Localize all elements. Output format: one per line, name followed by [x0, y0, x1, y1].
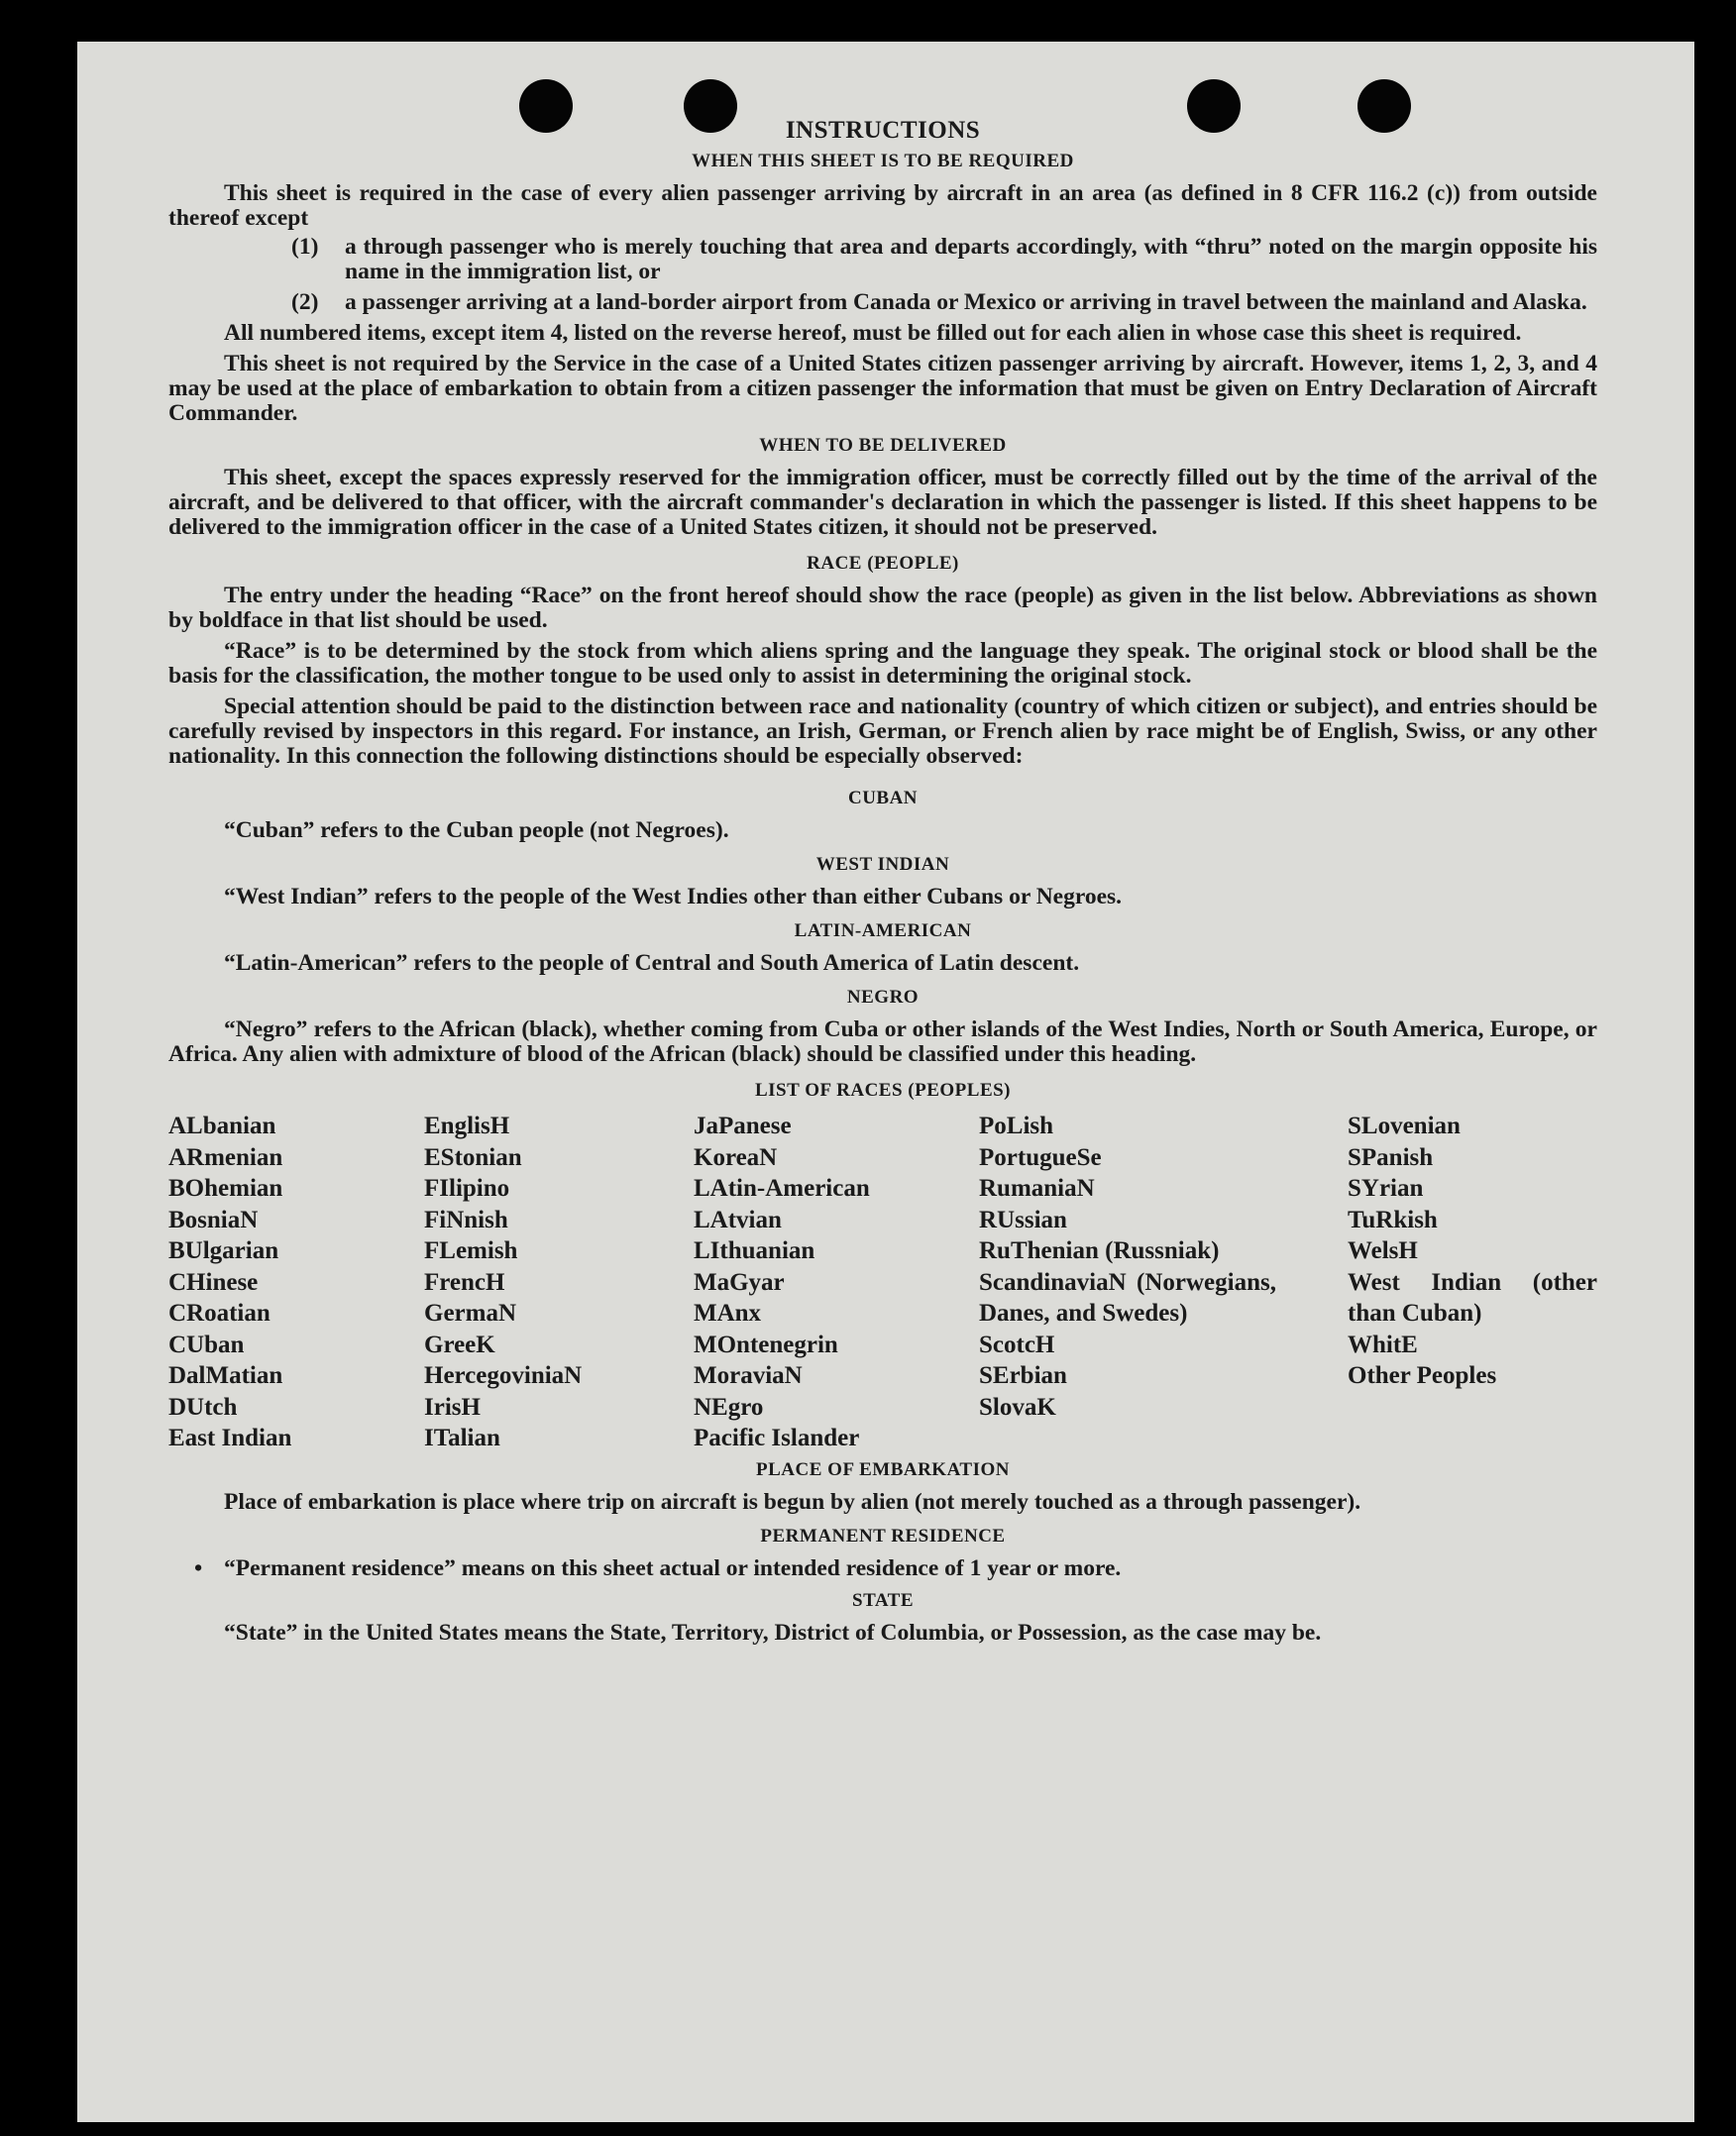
- races-list: [168, 1111, 1597, 1454]
- race-item: LIthuanian: [694, 1237, 815, 1264]
- exception-item-2: [168, 290, 1597, 315]
- race-item: SLovenian: [1348, 1113, 1461, 1139]
- definition-state: “State” in the United States means the State, Territory, District of Columbia, or Possession, as the case may be.: [224, 1619, 1322, 1646]
- heading-when-required: WHEN THIS SHEET IS TO BE REQUIRED: [692, 151, 1074, 171]
- race-item: BUlgarian: [168, 1237, 279, 1264]
- race-item: GermaN: [424, 1300, 517, 1327]
- heading-west-indian: WEST INDIAN: [815, 854, 950, 875]
- heading-negro: NEGRO: [846, 987, 920, 1008]
- paragraph-race-1: The entry under the heading “Race” on the front hereof should show the race (people) as given in the list below. Abbreviations as shown by boldface in that list should be used.: [168, 583, 1597, 633]
- race-item: LAtvian: [694, 1206, 782, 1233]
- heading-when-delivered: WHEN TO BE DELIVERED: [759, 435, 1007, 456]
- race-item: Pacific Islander: [694, 1425, 860, 1451]
- races-column-1: [168, 1111, 424, 1454]
- races-column-3: [694, 1111, 979, 1454]
- race-item: EnglisH: [424, 1113, 510, 1139]
- race-item: BosniaN: [168, 1206, 259, 1233]
- race-item: PoLish: [979, 1113, 1054, 1139]
- race-item-scandinavian: ScandinaviaN (Norwegians, Danes, and Swedes): [979, 1268, 1276, 1327]
- race-item-west-indian: West Indian (other than Cuban): [1348, 1268, 1597, 1327]
- definition-negro: “Negro” refers to the African (black), whether coming from Cuba or other islands of the West Indies, North or South America, Europe, or Africa. Any alien with admixture of blood of the African (black) should be classified under this heading.: [168, 1016, 1597, 1067]
- exception-number: (2): [291, 289, 319, 315]
- race-item: PortugueSe: [979, 1143, 1102, 1171]
- page-title: INSTRUCTIONS: [785, 117, 981, 144]
- race-item: Other Peoples: [1348, 1362, 1497, 1389]
- race-item: ALbanian: [168, 1113, 276, 1139]
- race-item: CUban: [168, 1331, 245, 1358]
- heading-embarkation: PLACE OF EMBARKATION: [756, 1458, 1010, 1480]
- race-item: East Indian: [168, 1425, 292, 1451]
- exception-text: a through passenger who is merely touching that area and departs accordingly, with “thru” noted on the margin opposite his name in the immigration list, or: [345, 234, 1597, 284]
- race-item: KoreaN: [694, 1143, 778, 1171]
- races-column-4: [979, 1111, 1348, 1454]
- races-column-2: [424, 1111, 694, 1454]
- heading-races-list: LIST OF RACES (PEOPLES): [754, 1080, 1012, 1101]
- race-item: BOhemian: [168, 1175, 283, 1202]
- heading-cuban: CUBAN: [847, 788, 919, 808]
- definition-west-indian: “West Indian” refers to the people of the West Indies other than either Cubans or Negroes.: [224, 884, 1123, 909]
- definition-permanent-residence: [168, 1556, 1597, 1581]
- paragraph-numbered-items: All numbered items, except item 4, listed on the reverse hereof, must be filled out for each alien in whose case this sheet is required.: [224, 320, 1522, 346]
- race-item: SlovaK: [979, 1393, 1056, 1421]
- race-item: WhitE: [1348, 1331, 1418, 1358]
- race-item: FrencH: [424, 1268, 505, 1296]
- paragraph-required-intro: This sheet is required in the case of every alien passenger arriving by aircraft in an area (as defined in 8 CFR 116.2 (c)) from outside thereof except: [168, 180, 1597, 231]
- race-item: FiNnish: [424, 1206, 508, 1233]
- race-item: FLemish: [424, 1237, 518, 1264]
- race-item: RUssian: [979, 1206, 1067, 1233]
- race-item: MAnx: [694, 1300, 762, 1327]
- paragraph-race-2: “Race” is to be determined by the stock from which aliens spring and the language they speak. The original stock or blood shall be the basis for the classification, the mother tongue to be used only to assist in determining the original stock.: [168, 638, 1597, 689]
- race-item: SYrian: [1348, 1175, 1424, 1202]
- definition-permanent-residence-text: “Permanent residence” means on this sheet actual or intended residence of 1 year or more.: [224, 1554, 1122, 1581]
- paragraph-delivery: This sheet, except the spaces expressly reserved for the immigration officer, must be correctly filled out by the time of the arrival of the aircraft, and be delivered to that officer, with the aircraft commander's declaration in which the passenger is listed. If this sheet happens to be delivered to the immigration officer in the case of a United States citizen, it should not be preserved.: [168, 465, 1597, 540]
- heading-race: RACE (PEOPLE): [807, 553, 959, 574]
- race-item: DalMatian: [168, 1362, 283, 1389]
- race-item: LAtin-American: [694, 1175, 870, 1202]
- race-item: SPanish: [1348, 1143, 1434, 1171]
- race-item: RumaniaN: [979, 1175, 1095, 1202]
- bullet-mark: •: [194, 1554, 203, 1581]
- instructions-content: [168, 116, 1597, 1646]
- race-item: CHinese: [168, 1268, 259, 1296]
- definition-cuban: “Cuban” refers to the Cuban people (not Negroes).: [224, 817, 729, 843]
- race-item: JaPanese: [694, 1113, 792, 1139]
- document-page: [77, 42, 1694, 2122]
- definition-embarkation: Place of embarkation is place where trip on aircraft is begun by alien (not merely touched as a through passenger).: [224, 1488, 1361, 1515]
- race-item: GreeK: [424, 1331, 495, 1358]
- race-item: RuThenian (Russniak): [979, 1237, 1220, 1264]
- race-item: ScotcH: [979, 1331, 1055, 1358]
- race-item: NEgro: [694, 1393, 764, 1421]
- heading-permanent-residence: PERMANENT RESIDENCE: [760, 1525, 1006, 1547]
- heading-latin-american: LATIN-AMERICAN: [794, 920, 972, 941]
- race-item: ITalian: [424, 1425, 500, 1451]
- exception-item-1: [168, 235, 1597, 284]
- race-item: WelsH: [1348, 1237, 1418, 1264]
- race-item: MaGyar: [694, 1268, 785, 1296]
- race-item: EStonian: [424, 1143, 522, 1171]
- races-column-5: [1348, 1111, 1597, 1454]
- race-item: TuRkish: [1348, 1206, 1438, 1233]
- race-item: MOntenegrin: [694, 1331, 838, 1358]
- exception-number: (1): [291, 234, 319, 260]
- race-item: SErbian: [979, 1362, 1067, 1389]
- paragraph-citizen: This sheet is not required by the Service in the case of a United States citizen passenger arriving by aircraft. However, items 1, 2, 3, and 4 may be used at the place of embarkation to obtain from a citizen passenger the information that must be given on Entry Declaration of Aircraft Commander.: [168, 351, 1597, 426]
- race-item: IrisH: [424, 1393, 481, 1421]
- race-item: FIlipino: [424, 1175, 510, 1202]
- race-item: CRoatian: [168, 1300, 271, 1327]
- race-item: MoraviaN: [694, 1362, 803, 1389]
- heading-state: STATE: [852, 1589, 914, 1611]
- paragraph-race-3: Special attention should be paid to the distinction between race and nationality (country of which citizen or subject), and entries should be carefully revised by inspectors in this regard. For instance, an Irish, German, or French alien by race might be of English, Swiss, or any other nationality. In this connection the following distinctions should be especially observed:: [168, 694, 1597, 769]
- exception-text: a passenger arriving at a land-border airport from Canada or Mexico or arriving in travel between the mainland and Alaska.: [345, 289, 1587, 315]
- race-item: DUtch: [168, 1393, 238, 1421]
- definition-latin-american: “Latin-American” refers to the people of Central and South America of Latin descent.: [224, 950, 1080, 976]
- race-item: HercegoviniaN: [424, 1362, 583, 1389]
- race-item: ARmenian: [168, 1143, 283, 1171]
